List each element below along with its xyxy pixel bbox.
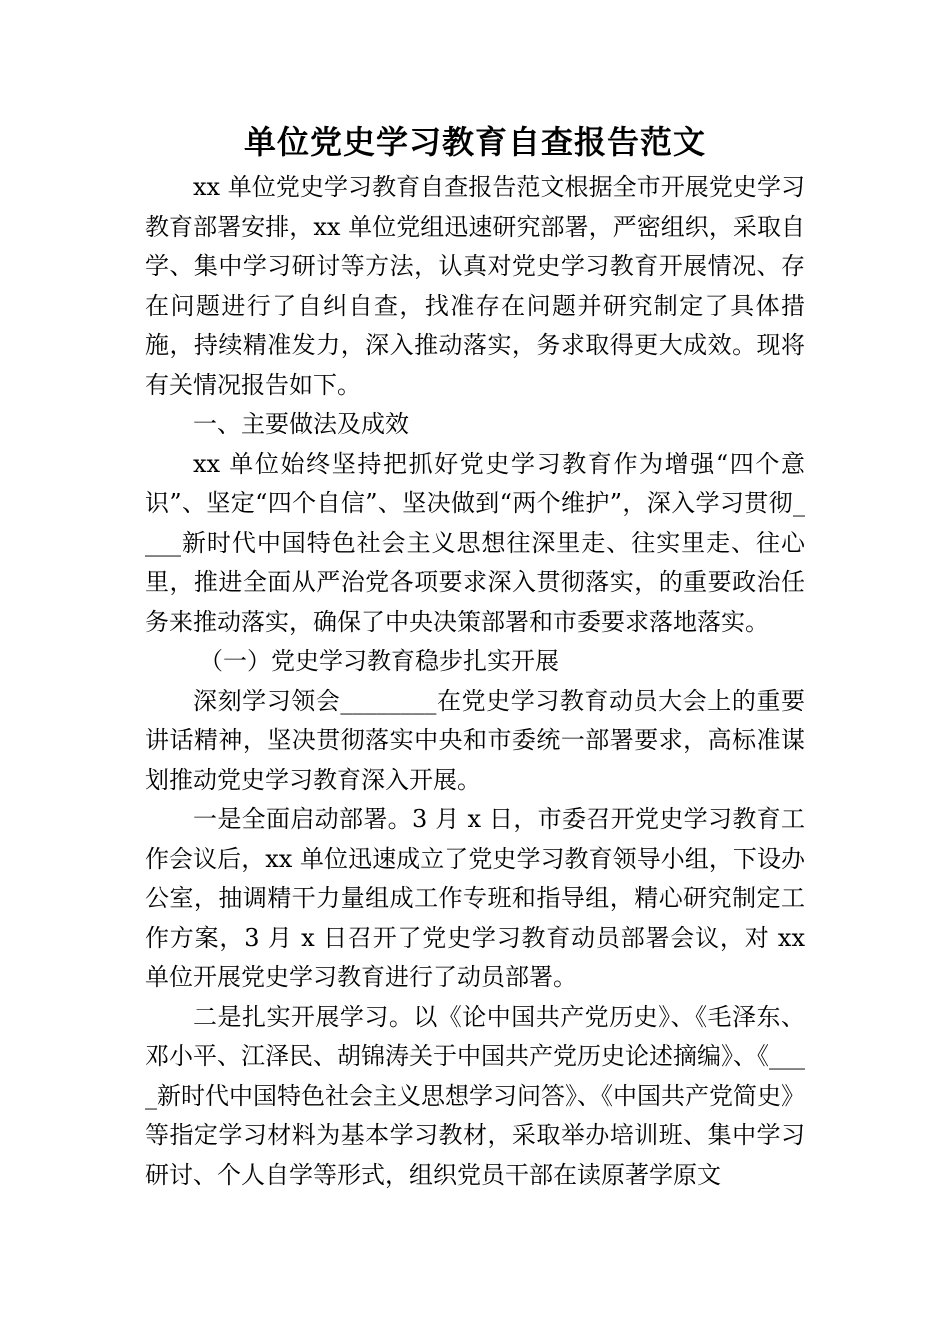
section-paragraph-overview: xx 单位始终坚持把抓好党史学习教育作为增强“四个意识”、坚定“四个自信”、坚决做到“两个维护”，深入学习贯彻____新时代中国特色社会主义思想往深里走、往实里走、往心里，推进全面从严治党各项要求深入贯彻落实，的重要政治任务来推动落实，确保了中央决策部署和市委要求落地落实。 bbox=[145, 449, 805, 636]
subsection-paragraph-study-spirit: 深刻学习领会________在党史学习教育动员大会上的重要讲话精神，坚决贯彻落实中央和市委统一部署要求，高标准谋划推动党史学习教育深入开展。 bbox=[145, 686, 805, 794]
document-body bbox=[145, 168, 805, 1195]
intro-paragraph: xx 单位党史学习教育自查报告范文根据全市开展党史学习教育部署安排，xx 单位党组迅速研究部署，严密组织，采取自学、集中学习研讨等方法，认真对党史学习教育开展情况、存在问题进行了自纠自查，找准存在问题并研究制定了具体措施，持续精准发力，深入推动落实，务求取得更大成效。现将有关情况报告如下。 bbox=[145, 173, 805, 399]
paragraph-launch-deployment: 一是全面启动部署。3 月 x 日，市委召开党史学习教育工作会议后，xx 单位迅速成立了党史学习教育领导小组，下设办公室，抽调精干力量组成工作专班和指导组，精心研究制定工作方案，3 月 x 日召开了党史学习教育动员部署会议，对 xx 单位开展党史学习教育进行了动员部署。 bbox=[145, 805, 805, 991]
subsection-heading-steady-progress: （一）党史学习教育稳步扎实开展 bbox=[199, 647, 559, 675]
document-title: 单位党史学习教育自查报告范文 bbox=[243, 123, 706, 161]
section-heading-main-practices: 一、主要做法及成效 bbox=[193, 410, 409, 438]
paragraph-carry-out-study: 二是扎实开展学习。以《论中国共产党历史》、《毛泽东、邓小平、江泽民、胡锦涛关于中国共产党历史论述摘编》、《____新时代中国特色社会主义思想学习问答》、《中国共产党简史》等指定学习材料为基本学习教材，采取举办培训班、集中学习研讨、个人自学等形式，组织党员干部在读原著学原文 bbox=[145, 1002, 805, 1189]
